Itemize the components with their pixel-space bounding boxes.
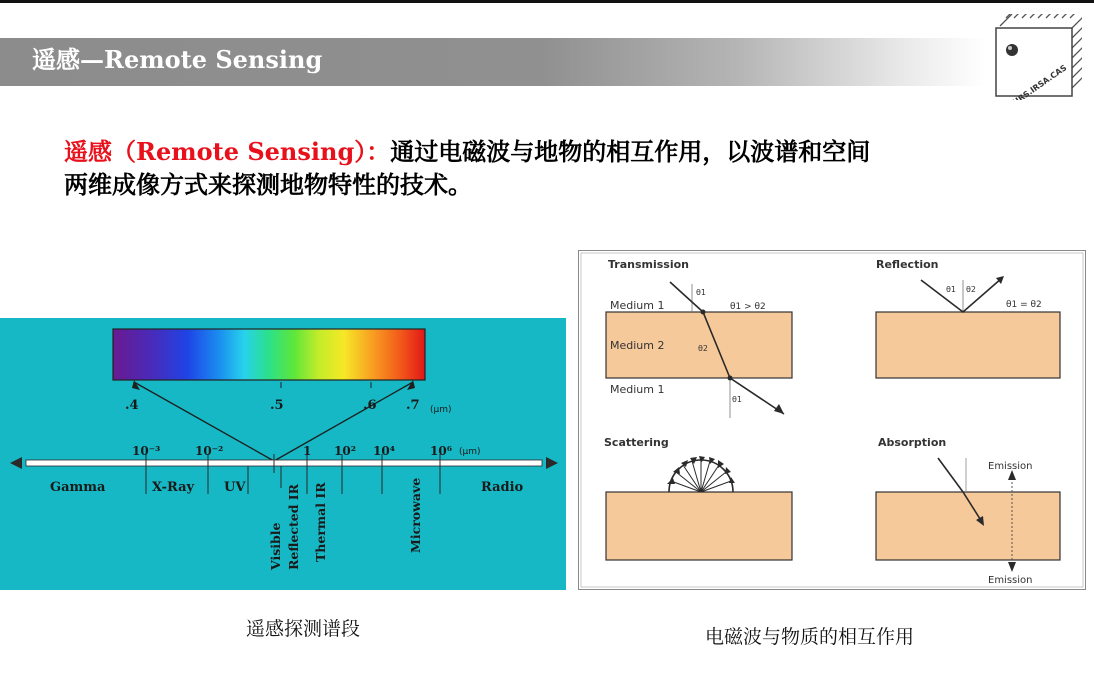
wavelength-tick-1e-3: 10⁻³	[132, 444, 161, 458]
reflection-block	[876, 312, 1060, 378]
wavelength-tick-1e4: 10⁴	[373, 444, 395, 458]
visible-tick-07: .7	[406, 398, 420, 413]
wavelength-tick-1: 1	[303, 444, 312, 458]
absorption-title: Absorption	[878, 436, 947, 449]
definition-line-2: 两维成像方式来探测地物特性的技术。	[64, 170, 472, 199]
definition-text-1: 通过电磁波与地物的相互作用，以波谱和空间	[390, 137, 871, 166]
wavelength-axis	[26, 460, 542, 466]
transmission-title: Transmission	[608, 258, 690, 271]
visible-tick-04: .4	[125, 398, 139, 413]
visible-spectrum-bar	[113, 329, 425, 380]
visible-unit: (μm)	[430, 405, 452, 415]
reflection-title: Reflection	[876, 258, 939, 271]
visible-tick-05: .5	[270, 398, 284, 413]
emission-top-label: Emission	[988, 461, 1033, 472]
scattering-title: Scattering	[604, 436, 669, 449]
region-gamma: Gamma	[50, 480, 106, 495]
logo-text: HRS.IRSA.CAS	[1010, 63, 1069, 100]
wavelength-unit: (μm)	[459, 447, 481, 457]
caption-spectrum: 遥感探测谱段	[246, 618, 361, 640]
transmission-angle-out: θ1	[732, 395, 742, 404]
definition-paragraph	[64, 135, 1004, 201]
interaction-figure	[578, 250, 1086, 590]
transmission-medium2: Medium 2	[610, 339, 665, 352]
top-border-line	[0, 0, 1094, 3]
definition-line-1	[64, 135, 1004, 168]
reflection-angle2: θ2	[966, 285, 976, 294]
wavelength-tick-1e6: 10⁶	[430, 444, 452, 458]
visible-tick-06: .6	[363, 398, 377, 413]
absorption-block	[876, 492, 1060, 560]
reflection-angle1: θ1	[946, 285, 956, 294]
slide-title: 遥感—Remote Sensing	[32, 45, 323, 74]
transmission-medium1-top: Medium 1	[610, 299, 665, 312]
spectrum-figure	[0, 318, 566, 590]
transmission-angle1: θ1	[696, 288, 706, 297]
caption-interaction: 电磁波与物质的相互作用	[705, 626, 915, 648]
region-microwave: Microwave	[408, 477, 423, 553]
transmission-angle2: θ2	[698, 344, 708, 353]
institute-logo	[992, 14, 1082, 100]
region-xray: X-Ray	[152, 480, 195, 495]
region-uv: UV	[224, 480, 246, 495]
region-radio: Radio	[481, 480, 524, 495]
wavelength-tick-1e-2: 10⁻²	[195, 444, 224, 458]
transmission-relation: θ1 > θ2	[730, 302, 766, 312]
wavelength-tick-1e2: 10²	[334, 444, 356, 458]
region-reflected-ir: Reflected IR	[286, 483, 301, 570]
scattering-block	[606, 492, 792, 560]
definition-term: 遥感（Remote Sensing）：	[64, 137, 391, 166]
region-visible: Visible	[268, 522, 283, 570]
transmission-medium1-bottom: Medium 1	[610, 383, 665, 396]
region-thermal-ir: Thermal IR	[313, 482, 328, 562]
reflection-relation: θ1 = θ2	[1006, 300, 1042, 310]
emission-bottom-label: Emission	[988, 575, 1033, 586]
